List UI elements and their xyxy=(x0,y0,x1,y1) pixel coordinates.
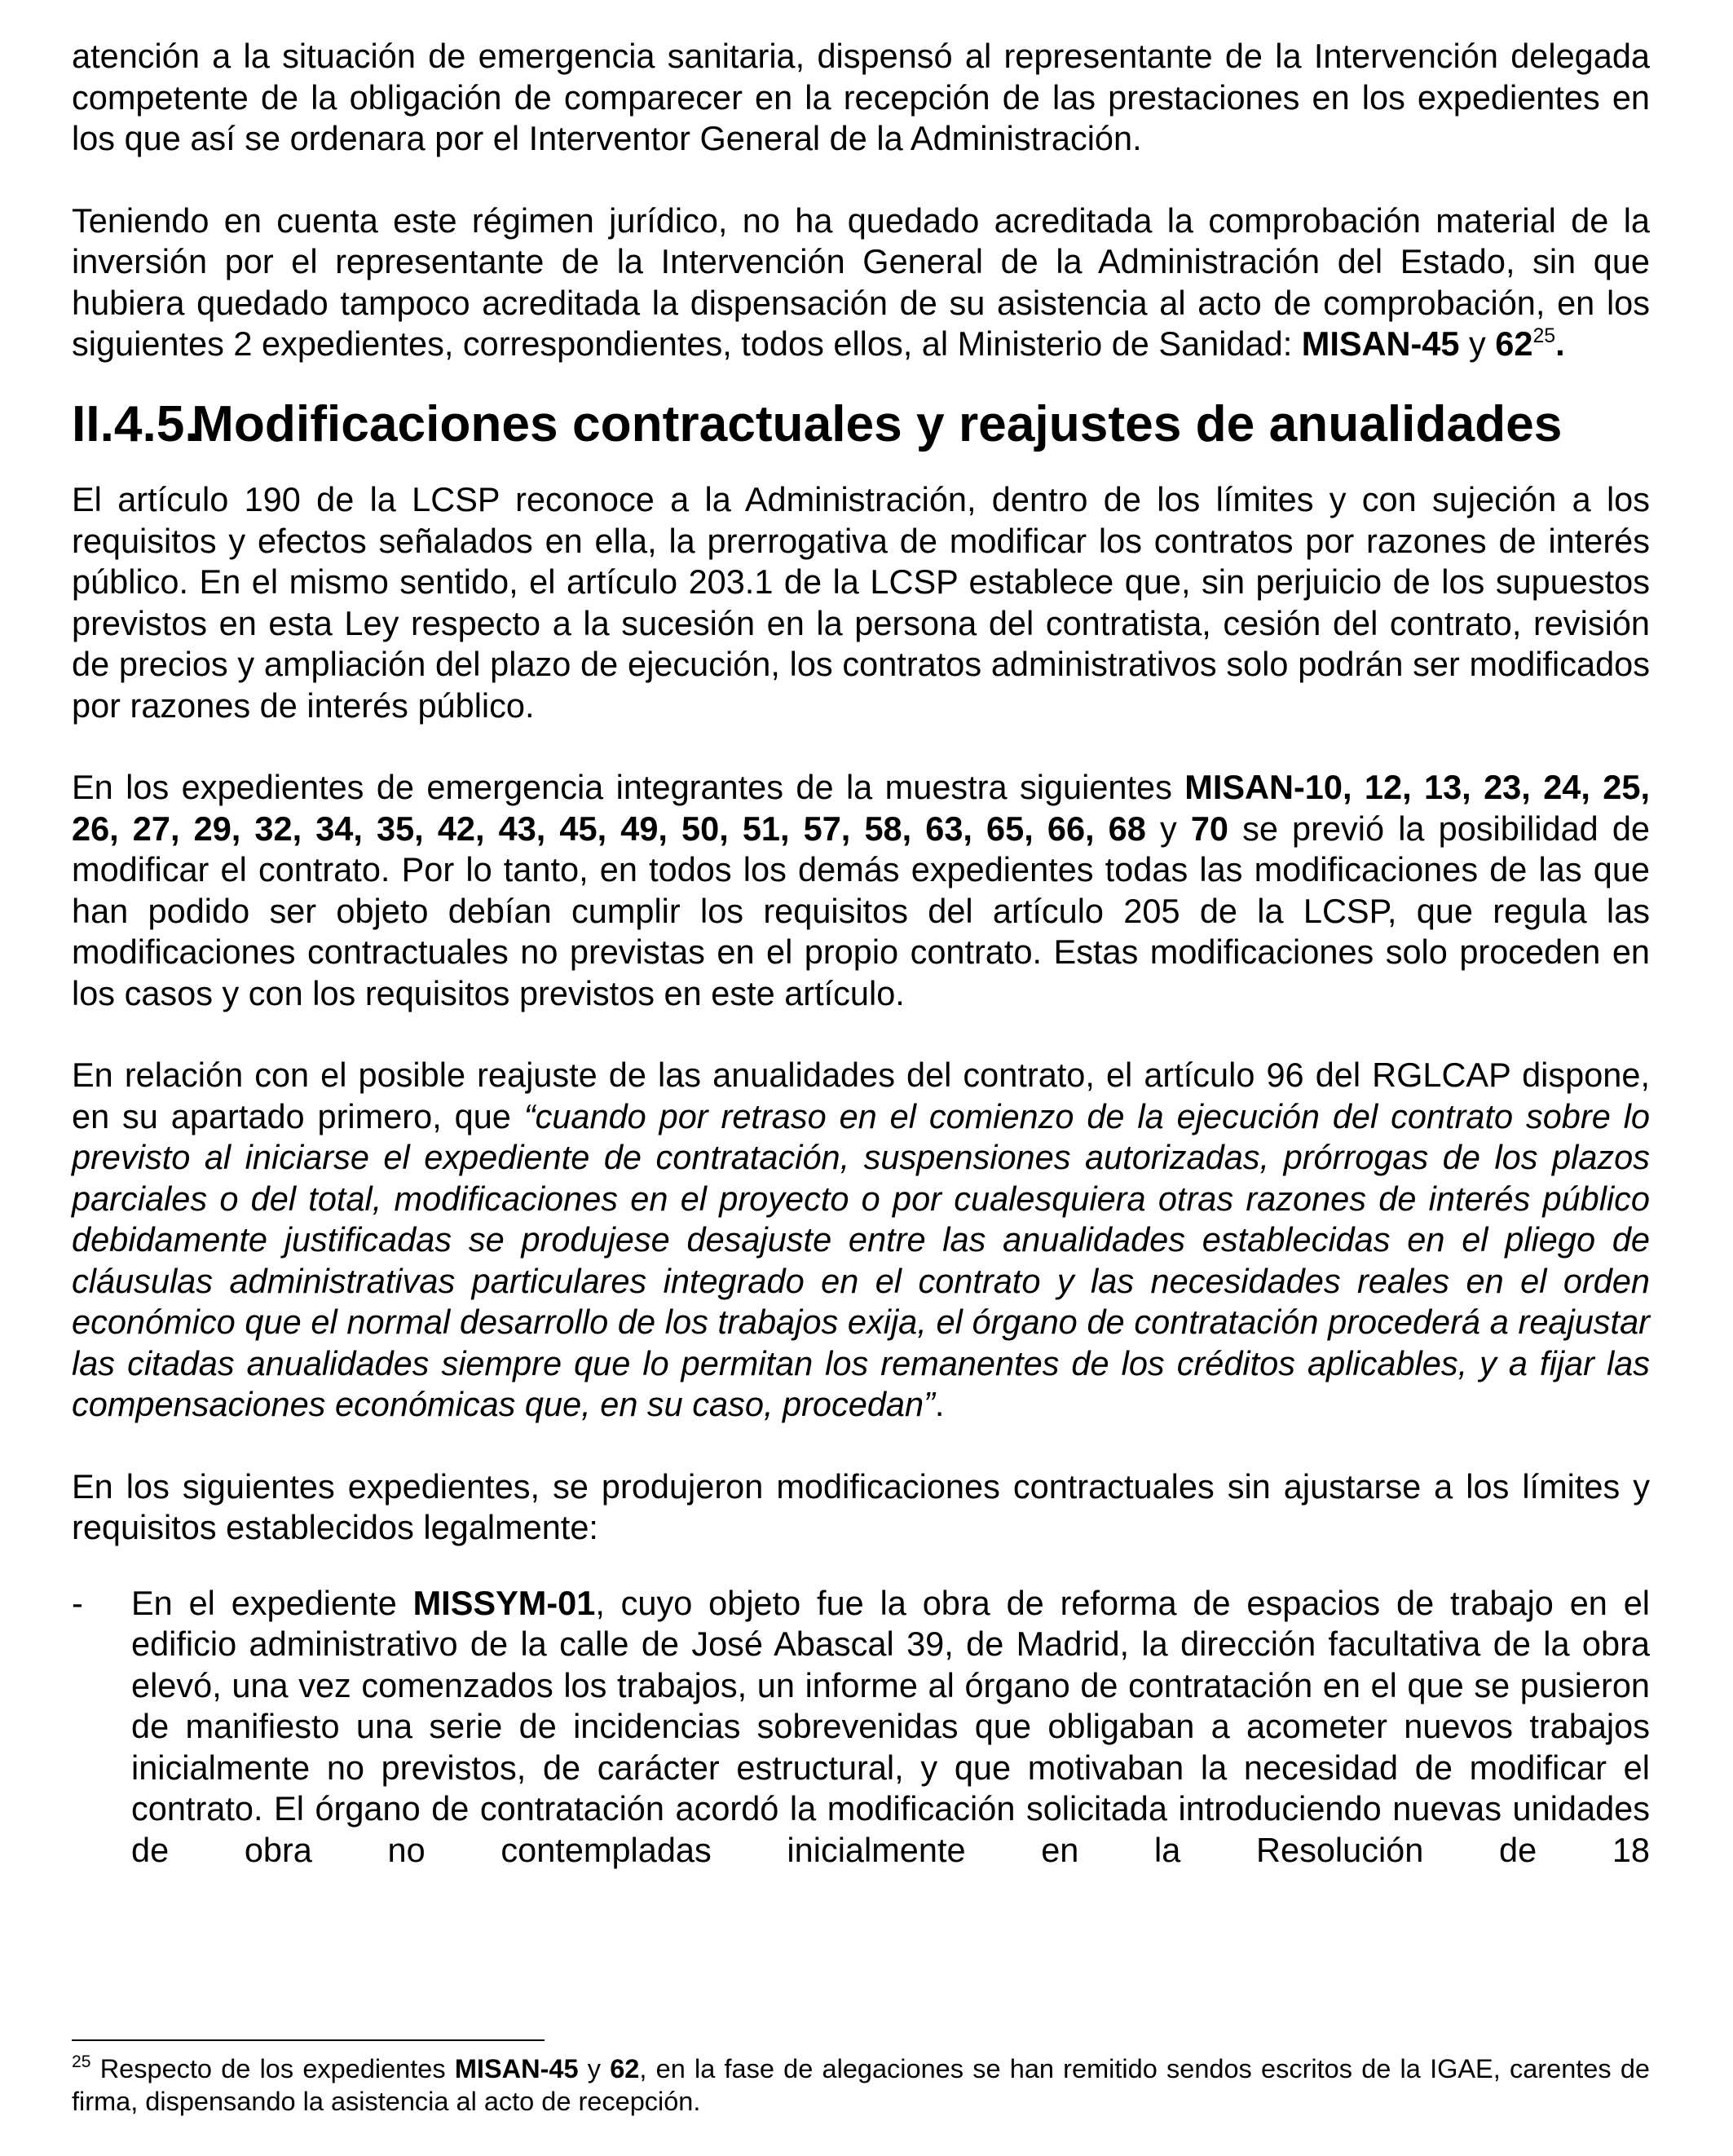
paragraph-lcsp-190: El artículo 190 de la LCSP reconoce a la Administración, dentro de los límites y con sujeción a los requisitos y efectos señalados en ella, la prerrogativa de modificar los contratos por razones de interés público. En el mismo sentido, el artículo 203.1 de la LCSP establece que, sin perjuicio de los supuestos previstos en esta Ley respecto a la sucesión en la persona del contratista, cesión del contrato, revisión de precios y ampliación del plazo de ejecución, los contratos administrativos solo podrán ser modificados por razones de interés público. xyxy=(72,480,1650,725)
section-heading xyxy=(72,395,1650,452)
section-title: Modificaciones contractuales y reajustes de anualidades xyxy=(192,395,1563,452)
ref-62: 62 xyxy=(1495,324,1533,363)
paragraph-dispensation: atención a la situación de emergencia sanitaria, dispensó al representante de la Intervención delegada competente de la obligación de comparecer en la recepción de las prestaciones en los expedientes en los que así se ordenara por el Interventor General de la Administración. xyxy=(72,37,1650,157)
document-body xyxy=(72,36,1650,1871)
file-list: MISAN-10, 12, 13, 23, 24, 25, 26, 27, 29, 32, 34, 35, 42, 43, 45, 49, 50, 51, 57, 58, 63, 65, 66, 68 xyxy=(72,768,1650,848)
list-item-text: En el expediente MISSYM-01, cuyo objeto fue la obra de reforma de espacios de trabajo en el edificio administrativo de la calle de José Abascal 39, de Madrid, la dirección facultativa de la obra elevó, una vez comenzados los trabajos, un informe al órgano de contratación en el que se pusieron de manifiesto una serie de incidencias sobrevenidas que obligaban a acometer nuevos trabajos inicialmente no previstos, de carácter estructural, y que motivaban la necesidad de modificar el contrato. El órgano de contratación acordó la modificación solicitada introduciendo nuevas unidades de obra no contempladas inicialmente en la Resolución de 18 xyxy=(131,1583,1650,1869)
ref-misan-45: MISAN-45 xyxy=(1301,324,1460,363)
paragraph-rglcap-96: En relación con el posible reajuste de las anualidades del contrato, el artículo 96 del RGLCAP dispone, en su apartado primero, que “cuando por retraso en el comienzo de la ejecución del contrato sobre lo previsto al iniciarse el expediente de contratación, suspensiones autorizadas, prórrogas de los plazos parciales o del total, modificaciones en el proyecto o por cualesquiera otras razones de interés público debidamente justificadas se produjese desajuste entre las anualidades establecidas en el pliego de cláusulas administrativas particulares integrado en el contrato y las necesidades reales en el orden económico que el normal desarrollo de los trabajos exija, el órgano de contratación procederá a reajustar las citadas anualidades siempre que lo permitan los remanentes de los créditos aplicables, y a fijar las compensaciones económicas que, en su caso, procedan”. xyxy=(72,1056,1650,1423)
footnote-separator xyxy=(72,2039,545,2041)
paragraph-modifications-intro: En los siguientes expedientes, se produjeron modificaciones contractuales sin ajustarse a los límites y requisitos establecidos legalmente: xyxy=(72,1466,1650,1546)
paragraph-verification: Teniendo en cuenta este régimen jurídico, no ha quedado acreditada la comprobación material de la inversión por el representante de la Intervención General de la Administración del Estado, sin que hubiera quedado tampoco acreditada la dispensación de su asistencia al acto de comprobación, en los siguientes 2 expedientes, correspondientes, todos ellos, al Ministerio de Sanidad: MISAN-45 y $62^{25}$. xyxy=(72,201,1650,363)
footnote-25: $^{25}$ Respecto de los expedientes MISAN-45 y 62, en la fase de alegaciones se han remitido sendos escritos de la IGAE, carentes de firma, dispensando la asistencia al acto de recepción. xyxy=(72,2052,1650,2116)
ref-missym-01: MISSYM-01 xyxy=(412,1583,596,1622)
list-item xyxy=(72,1583,1650,1872)
footnote-ref-25[interactable]: 25 xyxy=(1532,324,1556,347)
section-number: II.4.5. xyxy=(72,395,199,452)
bullet-dash: - xyxy=(72,1583,83,1622)
legal-quote: “cuando por retraso en el comienzo de la ejecución del contrato sobre lo previsto al iniciarse el expediente de contratación, suspensiones autorizadas, prórrogas de los plazos parciales o del total, modificaciones en el proyecto o por cualesquiera otras razones de interés público debidamente justificadas se produjese desajuste entre las anualidades establecidas en el pliego de cláusulas administrativas particulares integrado en el contrato y las necesidades reales en el orden económico que el normal desarrollo de los trabajos exija, el órgano de contratación procederá a reajustar las citadas anualidades siempre que lo permitan los remanentes de los créditos aplicables, y a fijar las compensaciones económicas que, en su caso, procedan” xyxy=(72,1096,1650,1423)
paragraph-emergency-files: En los expedientes de emergencia integrantes de la muestra siguientes MISAN-10, 12, 13, 23, 24, 25, 26, 27, 29, 32, 34, 35, 42, 43, 45, 49, 50, 51, 57, 58, 63, 65, 66, 68 y 70 se previó la posibilidad de modificar el contrato. Por lo tanto, en todos los demás expedientes todas las modificaciones de las que han podido ser objeto debían cumplir los requisitos del artículo 205 de la LCSP, que regula las modificaciones contractuales no previstas en el propio contrato. Estas modificaciones solo proceden en los casos y con los requisitos previstos en este artículo. xyxy=(72,768,1651,1012)
